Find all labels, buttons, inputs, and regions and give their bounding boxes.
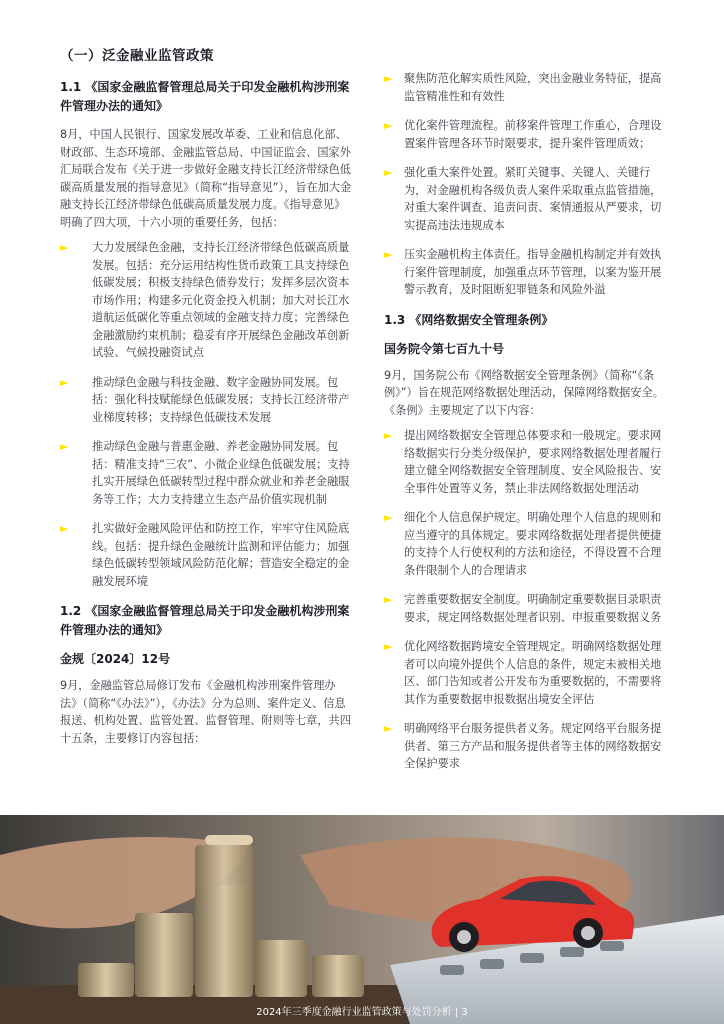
list-item: ► 细化个人信息保护规定。明确处理个人信息的规则和应当遵守的具体规定。要求网络数据处理者提供便捷的支持个人行使权利的方法和途径，不得设置不合理条件限制个人的合理请求: [384, 511, 662, 577]
bullet-arrow-icon: ►: [384, 722, 393, 735]
list-item: ► 推动绿色金融与普惠金融、养老金融协同发展。包括：精准支持“三农”、小微企业绿色低碳发展；支持扎实开展绿色低碳转型过程中群众就业和养老金融服务等工作；大力支持建立生态产品价值实现机制: [60, 440, 350, 506]
list-item: ► 压实金融机构主体责任。指导金融机构制定并有效执行案件管理制度，加强重点环节管理，以案为鉴开展警示教育，及时阻断犯罪链条和风险外溢: [384, 248, 662, 296]
right-column: [384, 70, 670, 785]
list-item: ► 明确网络平台服务提供者义务。规定网络平台服务提供者、第三方产品和服务提供者等主体的网络数据安全保护要求: [384, 722, 662, 770]
list-item: ► 优化网络数据跨境安全管理规定。明确网络数据处理者可以向境外提供个人信息的条件，规定未被相关地区、部门告知或者公开发布为重要数据的，不需要将其作为重要数据申报数据出境安全评估: [384, 640, 662, 706]
sec-1-2-title: 1.2 《国家金融监督管理总局关于印发金融机构涉刑案件管理办法的通知》: [60, 604, 350, 637]
sec-1-3-intro: 9月，国务院公布《网络数据安全管理条例》（简称“《条例》”）旨在规范网络数据处理活动，保障网络数据安全。《条例》主要规定了以下内容：: [384, 368, 664, 417]
sec-1-3-title: 1.3 《网络数据安全管理条例》: [384, 312, 554, 327]
list-item: ► 扎实做好金融风险评估和防控工作，牢牢守住风险底线。包括：提升绿色金融统计监测和评估能力；加强绿色低碳转型领域风险防范化解；营造安全稳定的金融发展环境: [60, 522, 350, 588]
sec-1-1-bullets: [60, 239, 352, 590]
bullet-arrow-icon: ►: [384, 119, 393, 132]
bullet-arrow-icon: ►: [384, 593, 393, 606]
list-item: ► 聚焦防范化解实质性风险，突出金融业务特征，提高监管精准性和有效性: [384, 72, 662, 103]
bullet-arrow-icon: ►: [60, 522, 69, 535]
coins-and-car-illustration: [0, 815, 724, 1024]
list-item: ► 提出网络数据安全管理总体要求和一般规定。要求网络数据实行分类分级保护，要求网络数据处理者履行建立健全网络数据安全管理制度、安全风险报告、安全事件处置等义务，禁止非法网络数据处理活动: [384, 429, 662, 495]
coins-and-car-photo: [0, 815, 724, 1024]
left-column: [60, 40, 352, 755]
sec-1-1-intro: 8月，中国人民银行、国家发展改革委、工业和信息化部、财政部、生态环境部、金融监管总局、中国证监会、国家外汇局联合发布《关于进一步做好金融支持长江经济带绿色低碳高质量发展的指导意见》（简称“指导意见”），旨在加大金融支持长江经济带绿色低碳高质量发展力度。《指导意见》明确了四大项，十六小项的重要任务，包括：: [60, 128, 352, 229]
bullet-arrow-icon: ►: [60, 241, 69, 254]
section-title: （一）泛金融业监管政策: [60, 48, 214, 64]
sec-1-3-doc-number: 国务院令第七百九十号: [384, 341, 505, 356]
bullet-arrow-icon: ►: [384, 511, 393, 524]
bullet-arrow-icon: ►: [384, 166, 393, 179]
sec-1-2-intro: 9月，金融监管总局修订发布《金融机构涉刑案件管理办法》（简称“《办法》”），《办法》分为总则、案件定义、信息报送、机构处置、监管处置、监督管理、附则等七章，共四十五条，主要修订内容包括：: [60, 679, 351, 745]
sec-1-2-doc-number: 金规〔2024〕12号: [60, 652, 171, 666]
bullet-arrow-icon: ►: [384, 429, 393, 442]
bullet-arrow-icon: ►: [60, 440, 69, 453]
page-footer: 2024年三季度金融行业监管政策与处罚分析 | 3: [256, 1007, 468, 1018]
bullet-arrow-icon: ►: [60, 375, 69, 389]
bullet-arrow-icon: ►: [384, 640, 393, 653]
bullet-arrow-icon: ►: [384, 72, 393, 85]
bullet-arrow-icon: ►: [384, 248, 393, 261]
list-item: ► 优化案件管理流程。前移案件管理工作重心，合理设置案件管理各环节时限要求，提升案件管理质效；: [384, 119, 662, 150]
list-item: ► 推动绿色金融与科技金融、数字金融协同发展。包括：强化科技赋能绿色低碳发展；支持长江经济带产业梯度转移；支持绿色低碳技术发展: [60, 375, 350, 424]
sec-1-3-bullets: [384, 427, 670, 773]
list-item: ► 强化重大案件处置。紧盯关键事、关键人、关键行为，对金融机构各级负责人案件采取重点监管措施，对重大案件调查、追责问责、案情通报从严要求，切实提高违法违规成本: [384, 166, 662, 232]
list-item: ► 完善重要数据安全制度。明确制定重要数据目录职责要求，规定网络数据处理者识别、申报重要数据义务: [384, 593, 662, 624]
sec-1-2-bullets: [384, 70, 670, 299]
list-item: ► 大力发展绿色金融，支持长江经济带绿色低碳高质量发展。包括：充分运用结构性货币政策工具支持绿色低碳发展；积极支持绿色债券发行；发挥多层次资本市场作用；构建多元化资金投入机制；加大对长江水道航运低碳化等重点领域的金融支持力度；完善绿色金融激励约束机制；稳妥有序开展绿色金融改革创新试验、气候投融资试点: [60, 241, 350, 359]
sec-1-1-title: 1.1 《国家金融监督管理总局关于印发金融机构涉刑案件管理办法的通知》: [60, 80, 350, 113]
